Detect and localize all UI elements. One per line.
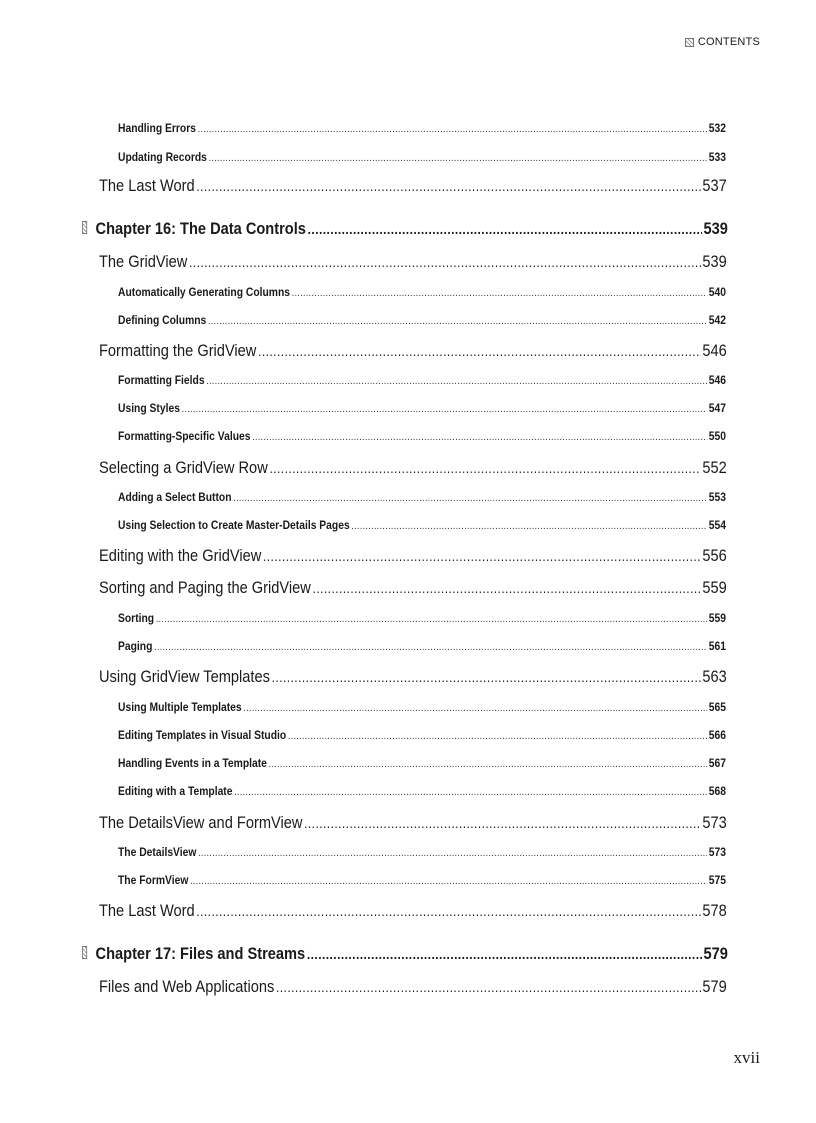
- page-number: 539: [703, 219, 728, 238]
- toc-chapter-16[interactable]: Chapter 16: The Data Controls ..... 539: [82, 219, 728, 239]
- page-number: 573: [702, 813, 727, 832]
- toc-entry-sorting[interactable]: Sorting ..... 559: [118, 611, 726, 625]
- page-number: 546: [702, 341, 727, 360]
- page-number: 533: [708, 150, 727, 164]
- page-number: 539: [702, 252, 727, 271]
- toc-entry-editing-templates-visual-studio[interactable]: Editing Templates in Visual Studio ..... 566: [118, 728, 726, 742]
- running-header-title: CONTENTS: [697, 36, 760, 48]
- page-number: 563: [702, 667, 727, 686]
- toc-entry-using-gridview-templates[interactable]: Using GridView Templates ..... 563: [99, 667, 727, 687]
- toc-entry-using-selection-master-details[interactable]: Using Selection to Create Master-Details Pages ..... 554: [118, 518, 726, 532]
- toc-entry-formatting-the-gridview[interactable]: Formatting the GridView ..... 546: [99, 341, 727, 361]
- toc-entry-defining-columns[interactable]: Defining Columns ..... 542: [118, 313, 726, 327]
- page-number: 546: [708, 373, 727, 387]
- chapter-square-icon: [82, 946, 87, 959]
- toc-entry-using-multiple-templates[interactable]: Using Multiple Templates ..... 565: [118, 700, 726, 714]
- page-number: 579: [703, 944, 728, 963]
- page-number: 567: [708, 756, 727, 770]
- page-folio: xvii: [733, 1048, 760, 1067]
- toc-chapter-17[interactable]: Chapter 17: Files and Streams ..... 579: [82, 944, 728, 964]
- toc-entry-editing-with-a-template[interactable]: Editing with a Template ..... 568: [118, 784, 726, 798]
- toc-entry-adding-a-select-button[interactable]: Adding a Select Button ..... 553: [118, 490, 726, 504]
- page-number: 568: [708, 784, 727, 798]
- page-number: 573: [708, 845, 727, 859]
- toc-entry-the-last-word[interactable]: The Last Word ..... 537: [99, 176, 727, 196]
- page-number: 556: [702, 546, 727, 565]
- page-number: 553: [708, 490, 727, 504]
- chapter-square-icon: [82, 221, 87, 234]
- page-number: 532: [708, 121, 727, 135]
- toc-entry-formatting-specific-values[interactable]: Formatting-Specific Values ..... 550: [118, 429, 726, 443]
- toc-entry-the-last-word-2[interactable]: The Last Word ..... 578: [99, 901, 727, 921]
- toc-entry-handling-events-template[interactable]: Handling Events in a Template ..... 567: [118, 756, 726, 770]
- page-number: 579: [702, 977, 727, 996]
- page-number: 537: [702, 176, 727, 195]
- toc-entry-automatically-generating-columns[interactable]: Automatically Generating Columns ..... 540: [118, 285, 726, 299]
- toc-entry-selecting-a-gridview-row[interactable]: Selecting a GridView Row ..... 552: [99, 458, 727, 478]
- toc-entry-updating-records[interactable]: Updating Records ..... 533: [118, 150, 726, 164]
- toc-entry-the-detailsview[interactable]: The DetailsView ..... 573: [118, 845, 726, 859]
- page-number: 561: [708, 639, 727, 653]
- toc-entry-paging[interactable]: Paging ..... 561: [118, 639, 726, 653]
- page-number: 559: [708, 611, 727, 625]
- toc-entry-the-formview[interactable]: The FormView ..... 575: [118, 873, 726, 887]
- page-number: 566: [708, 728, 727, 742]
- page-number: 542: [708, 313, 727, 327]
- page-number: 550: [708, 429, 727, 443]
- toc-entry-detailsview-and-formview[interactable]: The DetailsView and FormView ..... 573: [99, 813, 727, 833]
- toc-entry-sorting-and-paging[interactable]: Sorting and Paging the GridView ..... 559: [99, 578, 727, 598]
- page-number: 554: [708, 518, 727, 532]
- toc-entry-editing-with-the-gridview[interactable]: Editing with the GridView ..... 556: [99, 546, 727, 566]
- toc-entry-using-styles[interactable]: Using Styles ..... 547: [118, 401, 726, 415]
- page-number: 559: [702, 578, 727, 597]
- toc-entry-handling-errors[interactable]: Handling Errors ..... 532: [118, 121, 726, 135]
- page-number: 565: [708, 700, 727, 714]
- toc-entry-the-gridview[interactable]: The GridView ..... 539: [99, 252, 727, 272]
- page-number: 575: [708, 873, 727, 887]
- page-number: 547: [708, 401, 727, 415]
- toc-entry-files-and-web-applications[interactable]: Files and Web Applications ..... 579: [99, 977, 727, 997]
- toc-entry-formatting-fields[interactable]: Formatting Fields ..... 546: [118, 373, 726, 387]
- page-number: 578: [702, 901, 727, 920]
- page-number: 540: [708, 285, 727, 299]
- page-number: 552: [702, 458, 727, 477]
